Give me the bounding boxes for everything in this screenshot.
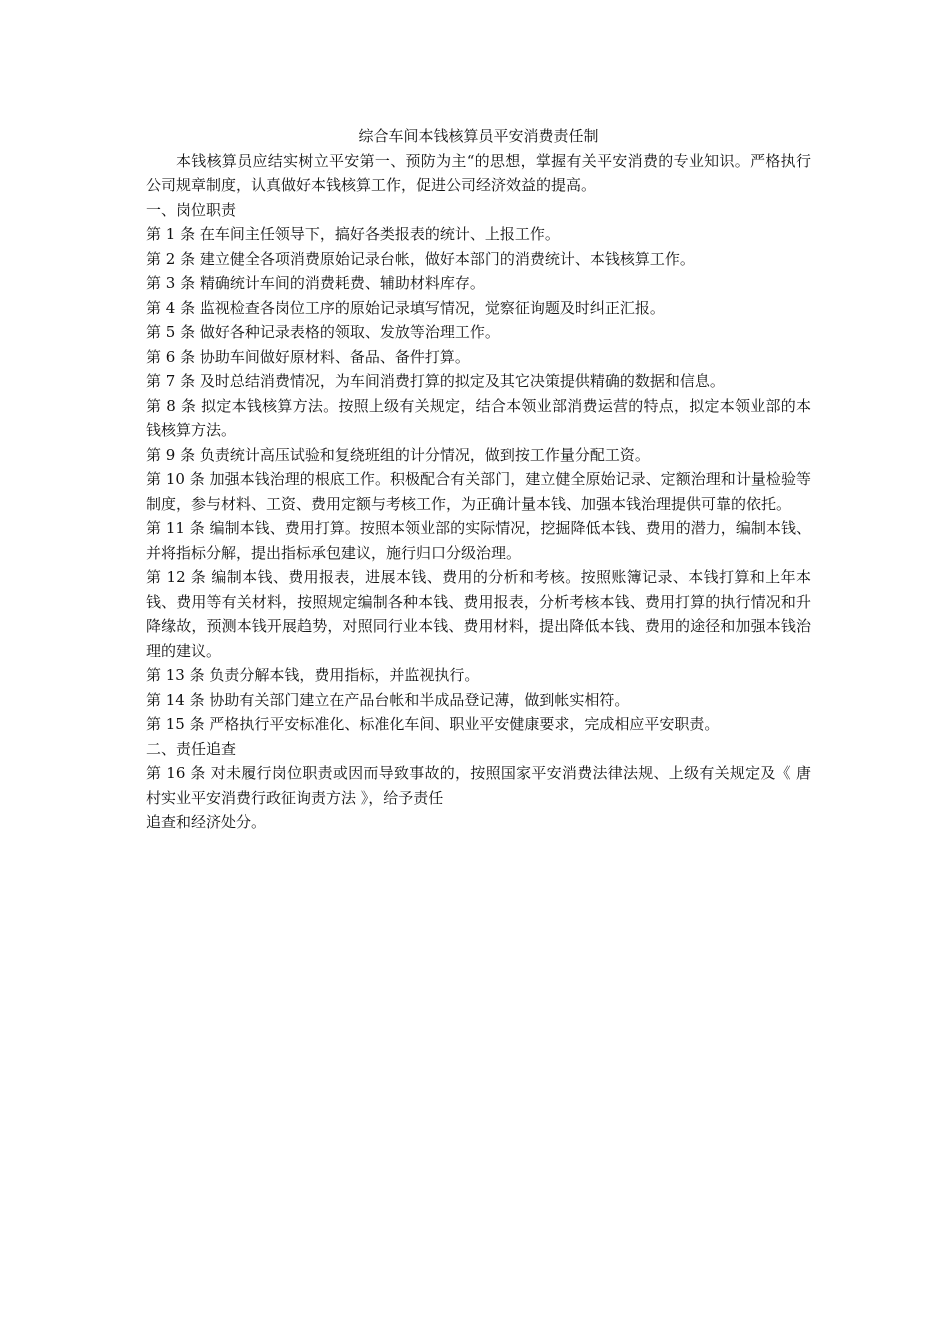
article-7: 第 7 条 及时总结消费情况，为车间消费打算的拟定及其它决策提供精确的数据和信息。 <box>146 372 725 390</box>
section-heading-accountability: 二、责任追查 <box>146 739 237 758</box>
article-14: 第 14 条 协助有关部门建立在产品台帐和半成品登记薄，做到帐实相符。 <box>146 690 630 709</box>
article-8: 第 8 条 拟定本钱核算方法。按照上级有关规定，结合本领业部消费运营的特点，拟定本领业部的本钱核算方法。 <box>146 396 811 439</box>
article-1: 第 1 条 在车间主任领导下，搞好各类报表的统计、上报工作。 <box>146 225 560 243</box>
article-16-tail: 追查和经济处分。 <box>146 813 267 831</box>
article-2: 第 2 条 建立健全各项消费原始记录台帐，做好本部门的消费统计、本钱核算工作。 <box>146 249 695 268</box>
article-6: 第 6 条 协助车间做好原材料、备品、备件打算。 <box>146 347 470 366</box>
article-13: 第 13 条 负责分解本钱，费用指标，并监视执行。 <box>146 666 480 684</box>
article-11: 第 11 条 编制本钱、费用打算。按照本领业部的实际情况，挖掘降低本钱、费用的潜力，编制本钱、并将指标分解，提出指标承包建议，施行归口分级治理。 <box>146 519 811 562</box>
article-15: 第 15 条 严格执行平安标准化、标准化车间、职业平安健康要求，完成相应平安职责。 <box>146 715 720 733</box>
document-page <box>146 124 811 835</box>
intro-paragraph: 本钱核算员应结实树立平安第一、预防为主“的思想，掌握有关平安消费的专业知识。严格执行公司规章制度，认真做好本钱核算工作，促进公司经济效益的提高。 <box>146 151 811 194</box>
article-3: 第 3 条 精确统计车间的消费耗费、辅助材料库存。 <box>146 274 485 292</box>
section-heading-duties: 一、岗位职责 <box>146 200 237 219</box>
article-16: 第 16 条 对未履行岗位职责或因而导致事故的，按照国家平安消费法律法规、上级有关规定及《 唐村实业平安消费行政征询责方法 》，给予责任 <box>146 764 811 807</box>
document-title: 综合车间本钱核算员平安消费责任制 <box>358 127 599 145</box>
article-4: 第 4 条 监视检查各岗位工序的原始记录填写情况，觉察征询题及时纠正汇报。 <box>146 298 665 317</box>
article-12: 第 12 条 编制本钱、费用报表，进展本钱、费用的分析和考核。按照账簿记录、本钱打算和上年本钱、费用等有关材料，按照规定编制各种本钱、费用报表，分析考核本钱、费用打算的执行情况和升降缘故，预测本钱开展趋势，对照同行业本钱、费用材料，提出降低本钱、费用的途径和加强本钱治理的建议。 <box>146 568 811 660</box>
article-5: 第 5 条 做好各种记录表格的领取、发放等治理工作。 <box>146 323 500 341</box>
article-10: 第 10 条 加强本钱治理的根底工作。积极配合有关部门，建立健全原始记录、定额治理和计量检验等制度，参与材料、工资、费用定额与考核工作，为正确计量本钱、加强本钱治理提供可靠的依托。 <box>146 470 811 513</box>
article-9: 第 9 条 负责统计高压试验和复绕班组的计分情况，做到按工作量分配工资。 <box>146 445 650 464</box>
